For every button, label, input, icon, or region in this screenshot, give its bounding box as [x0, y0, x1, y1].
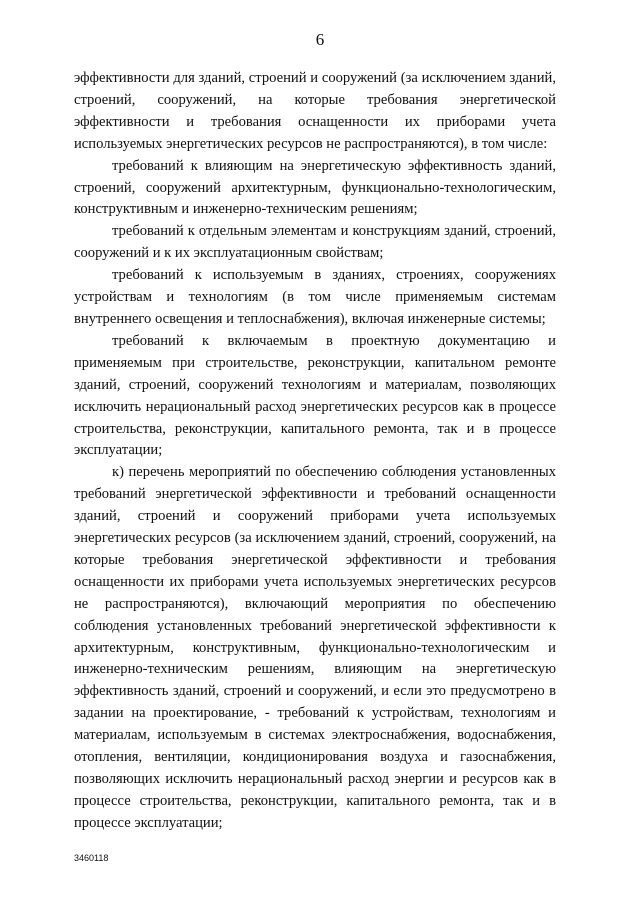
page-number: 6 — [315, 30, 325, 49]
paragraph-item-k-measures-list: к) перечень мероприятий по обеспечению соблюдения установленных требований энергетической эффективности и требований оснащенности зданий, строений и сооружений приборами учета используемых энергетических ресурсов (за исключением зданий, строений, сооружений, на которые требования энергетической эффективности и требования оснащенности их приборами учета используемых энергетических ресурсов не распространяются), включающий мероприятия по обеспечению соблюдения установленных требований энергетической эффективности к архитектурным, конструктивным, функционально-технологическим и инженерно-техническим решениям, влияющим на энергетическую эффективность зданий, строений и сооружений, и если это предусмотрено в задании на проектирование, - требований к устройствам, технологиям и материалам, используемым в системах электроснабжения, водоснабжения, отопления, вентиляции, кондиционирования воздуха и газоснабжения, позволяющих исключить нерациональный расход энергии и ресурсов как в процессе строительства, реконструкции, капитального ремонта, так и в процессе эксплуатации; — [74, 464, 556, 831]
paragraph-architectural-requirements: требований к влияющим на энергетическую эффективность зданий, строений, сооружений архитектурным, функционально-технологическим, конструктивным и инженерно-техническим решениям; — [74, 157, 556, 218]
document-body — [74, 68, 556, 835]
paragraph-devices-technologies: требований к используемым в зданиях, строениях, сооружениях устройствам и технологиям (в том числе применяемым системам внутреннего освещения и теплоснабжения), включая инженерные системы; — [74, 267, 556, 327]
footer-document-code: 3460118 — [74, 853, 109, 863]
paragraph-design-documentation: требований к включаемым в проектную документацию и применяемым при строительстве, реконструкции, капитальном ремонте зданий, строений, сооружений технологиям и материалам, позволяющих исключить нерациональный расход энергетических ресурсов как в процессе строительства, реконструкции, капитального ремонта, так и в процессе эксплуатации; — [74, 332, 556, 459]
paragraph-structural-elements: требований к отдельным элементам и конструкциям зданий, строений, сооружений и к их эксплуатационным свойствам; — [74, 223, 556, 262]
paragraph-continuation: эффективности для зданий, строений и сооружений (за исключением зданий, строений, сооружений, на которые требования энергетической эффективности и требования оснащенности их приборами учета используемых энергетических ресурсов не распространяются), в том числе: — [74, 70, 556, 152]
